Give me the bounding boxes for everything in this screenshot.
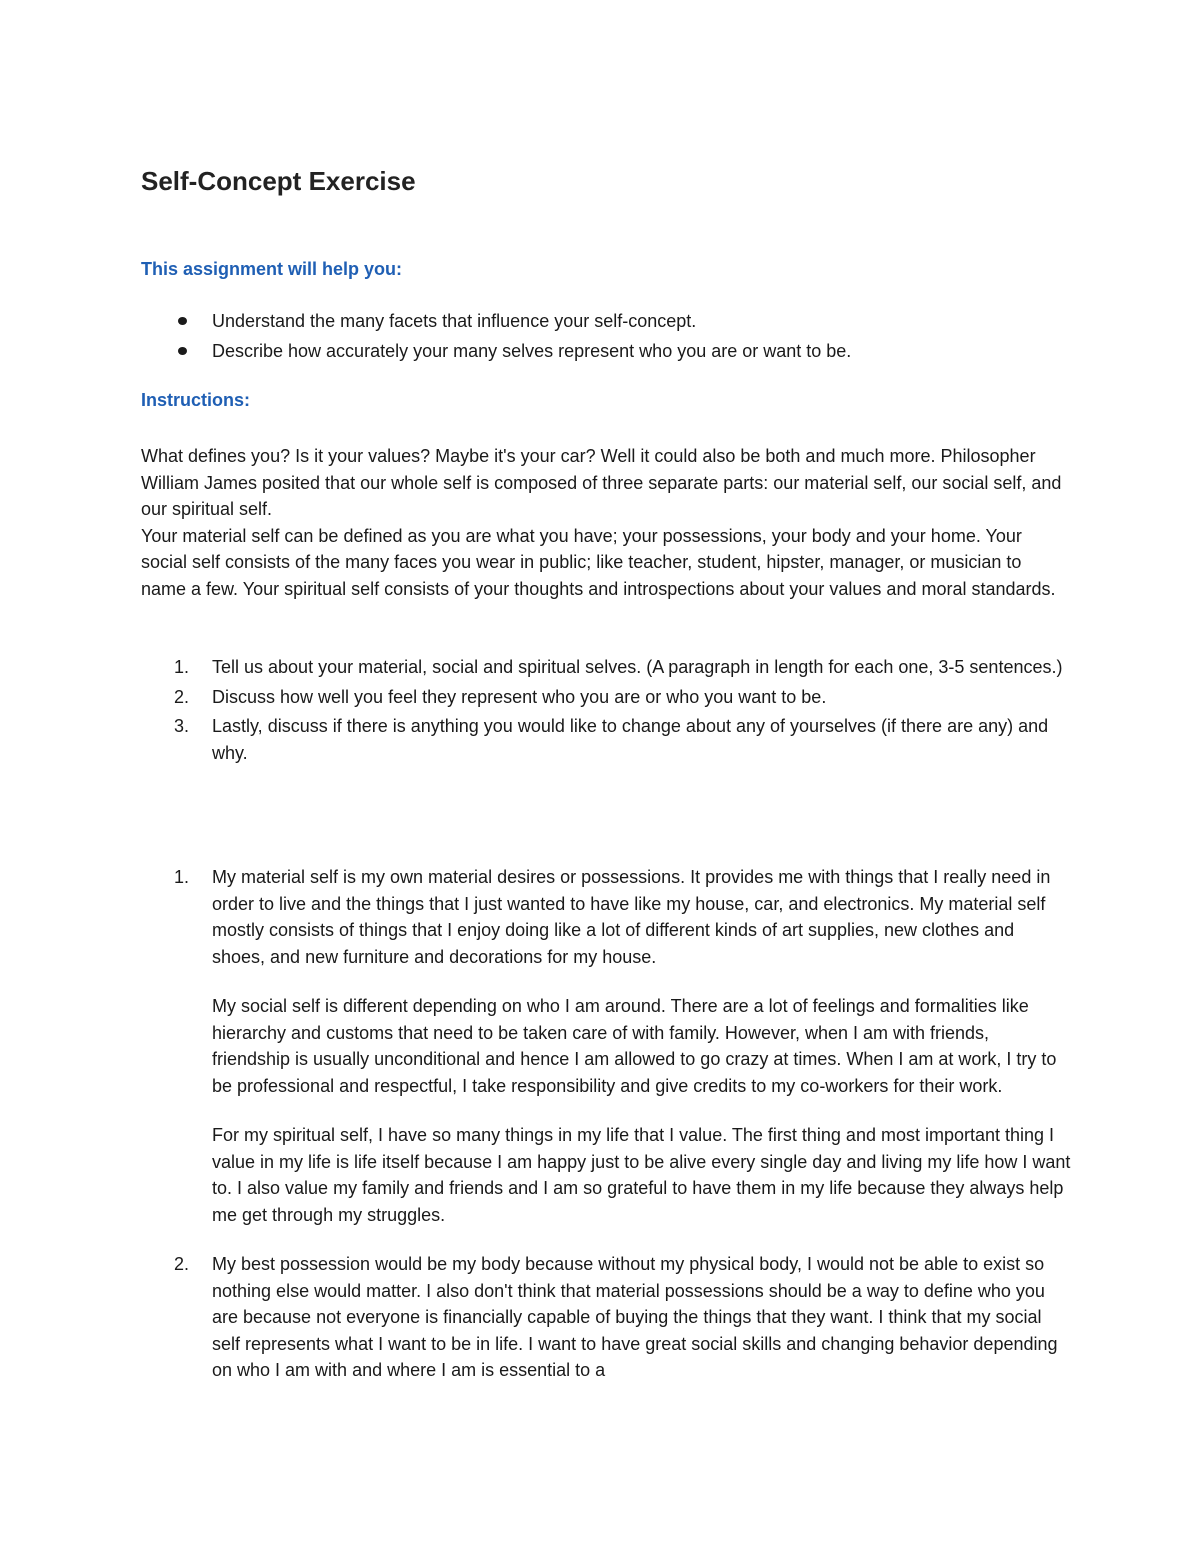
list-item	[141, 654, 1071, 681]
item-number: 1.	[174, 867, 190, 887]
instructions-heading: Instructions:	[141, 390, 251, 410]
answer-item	[141, 1251, 1071, 1384]
bullet-icon	[178, 347, 187, 355]
item-number: 2.	[174, 686, 190, 707]
list-item	[141, 336, 1071, 366]
item-text: Lastly, discuss if there is anything you would like to change about any of yourselves (if there are any) and why.	[212, 716, 1049, 763]
intro-text	[141, 443, 1071, 602]
list-item	[141, 306, 1071, 336]
intro-paragraph: Your material self can be defined as you are what you have; your possessions, your body and your home. Your social self consists of the many faces you wear in public; like teacher, student, hipster, manager, or musician to name a few. Your spiritual self consists of your thoughts and introspections about your values and moral standards.	[141, 525, 1056, 599]
answer-paragraph: For my spiritual self, I have so many things in my life that I value. The first thing and most important thing I value in my life is life itself because I am happy just to be alive every single day and living my life how I want to. I also value my family and friends and I am so grateful to have them in my life because they always help me get through my struggles.	[212, 1125, 1071, 1225]
item-number: 1.	[174, 657, 190, 677]
item-text: Discuss how well you feel they represent who you are or who you want to be.	[212, 686, 827, 707]
item-text: Tell us about your material, social and spiritual selves. (A paragraph in length for each one, 3-5 sentences.)	[212, 657, 1063, 677]
intro-paragraph: What defines you? Is it your values? Maybe it's your car? Well it could also be both and much more. Philosopher William James posited that our whole self is composed of three separate parts: our material self, our social self, and our spiritual self.	[141, 446, 1062, 519]
help-heading: This assignment will help you:	[141, 259, 403, 279]
goals-list	[141, 306, 1071, 366]
page-title: Self-Concept Exercise	[141, 166, 416, 196]
answer-paragraph: My material self is my own material desires or possessions. It provides me with things that I really need in order to live and the things that I just wanted to have like my house, car, and electronics. My material self mostly consists of things that I enjoy doing like a lot of different kinds of art supplies, new clothes and shoes, and new furniture and decorations for my house.	[212, 867, 1051, 967]
goal-text: Understand the many facets that influence your self-concept.	[212, 311, 697, 331]
item-number: 2.	[174, 1254, 190, 1274]
answer-item	[141, 864, 1071, 1228]
goal-text: Describe how accurately your many selves represent who you are or want to be.	[212, 341, 852, 361]
answer-paragraph: My best possession would be my body because without my physical body, I would not be able to exist so nothing else would matter. I also don't think that material possessions should be a way to define who you are because not everyone is financially capable of buying the things that they want. I think that my social self represents what I want to be in life. I want to have great social skills and changing behavior depending on who I am with and where I am is essential to a	[212, 1254, 1058, 1380]
instructions-list	[141, 654, 1071, 769]
answer-paragraph: My social self is different depending on who I am around. There are a lot of feelings and formalities like hierarchy and customs that need to be taken care of with family. However, when I am with friends, friendship is usually unconditional and hence I am allowed to go crazy at times. When I am at work, I try to be professional and respectful, I take responsibility and give credits to my co-workers for their work.	[212, 996, 1057, 1096]
answers-list	[141, 864, 1071, 1387]
list-item	[141, 684, 1071, 711]
bullet-icon	[178, 317, 187, 325]
item-number: 3.	[174, 716, 190, 736]
list-item	[141, 713, 1071, 766]
